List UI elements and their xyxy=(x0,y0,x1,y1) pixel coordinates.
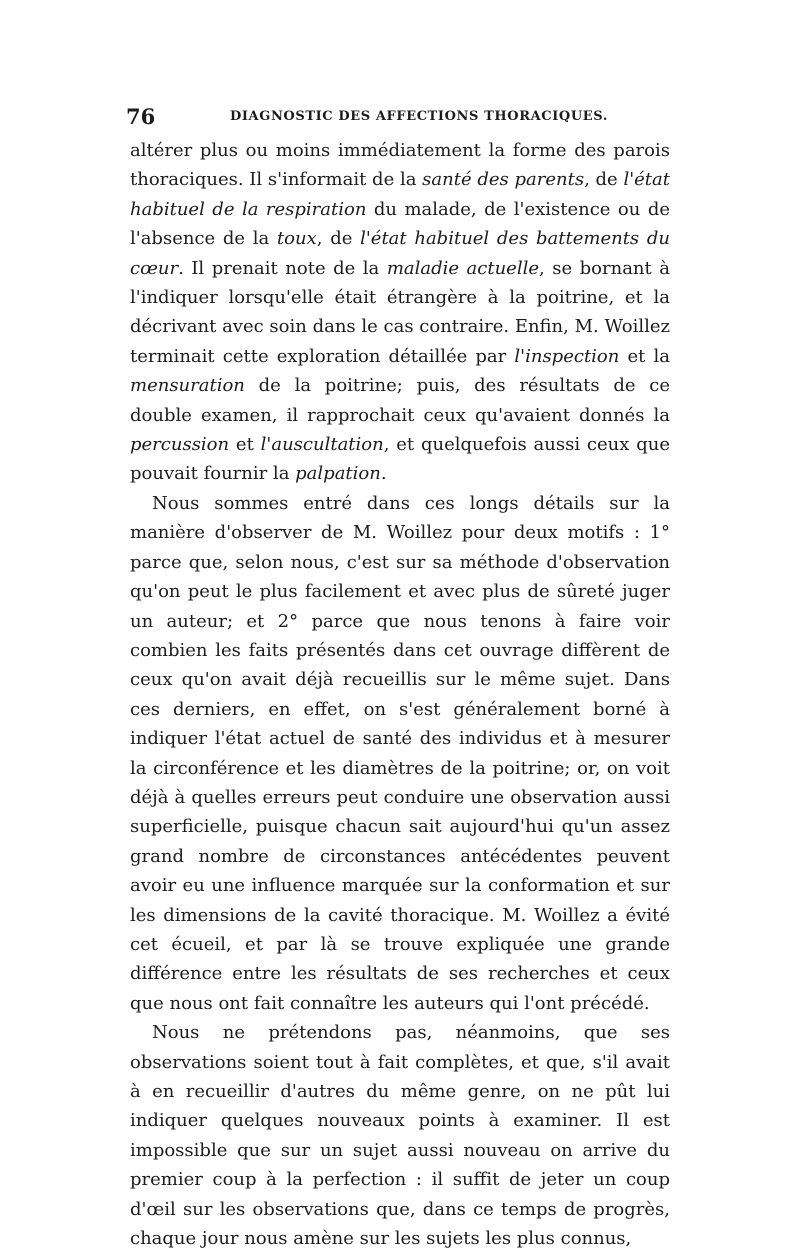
italic-term: l'état habituel de la respiration xyxy=(130,169,670,220)
italic-term: palpation xyxy=(295,463,381,485)
text-run: . xyxy=(380,463,387,485)
text-run: , de xyxy=(584,169,624,191)
text-run: de la poitrine; puis, des résultats de ce double examen, il rapprochait ceux qu'avaient donnés la xyxy=(130,375,670,426)
text-run: et la xyxy=(619,345,670,367)
text-run: , et quelquefois aussi ceux que pouvait fournir la xyxy=(130,434,670,485)
italic-term: mensuration xyxy=(130,375,245,397)
text-run: , se bornant à l'indiquer lorsqu'elle était étrangère à la poitrine, et la décrivant avec soin dans le cas contraire. Enfin, M. Woillez terminait cette exploration détaillée par xyxy=(130,257,670,367)
text-run: Nous ne prétendons pas, néanmoins, que ses observations soient tout à fait complètes, et que, s'il avait à en recueillir d'autres du même genre, on ne pût lui indiquer quelques nouveaux points à examiner. Il est impossible que sur un sujet aussi nouveau on arrive du premier coup à la perfection : il suffit de jeter un coup d'œil sur les observations que, dans ce temps de progrès, chaque jour nous amène sur les sujets les plus connus, xyxy=(130,1022,670,1250)
italic-term: percussion xyxy=(130,434,230,456)
page-number: 76 xyxy=(126,104,156,129)
italic-term: toux xyxy=(276,228,317,250)
body-text xyxy=(130,136,670,1253)
italic-term: maladie actuelle xyxy=(386,257,539,279)
paragraph-2 xyxy=(130,489,670,1018)
italic-term: santé des parents xyxy=(422,169,585,191)
italic-term: l'état habituel des battements du cœur xyxy=(130,228,670,279)
italic-term: l'inspection xyxy=(514,345,620,367)
paragraph-1 xyxy=(130,136,670,489)
paragraph-3 xyxy=(130,1018,670,1253)
text-run: , de xyxy=(316,228,361,250)
italic-term: l'auscultation xyxy=(260,434,384,456)
text-run: altérer plus ou moins immédiatement la forme des parois thoraciques. Il s'informait de la xyxy=(130,140,670,191)
text-run: du malade, de l'existence ou de l'absence de la xyxy=(130,198,670,250)
book-page xyxy=(126,100,670,1253)
text-run: Nous sommes entré dans ces longs détails sur la manière d'observer de M. Woillez pour deux motifs : 1° parce que, selon nous, c'est sur sa méthode d'observation qu'on peut le plus facilement et avec plus de sûreté juger un auteur; et 2° parce que nous tenons à faire voir combien les faits présentés dans cet ouvrage diffèrent de ceux qu'on avait déjà recueillis sur le même sujet. Dans ces derniers, en effet, on s'est généralement borné à indiquer l'état actuel de santé des individus et à mesurer la circonférence et les diamètres de la poitrine; or, on voit déjà à quelles erreurs peut conduire une observation aussi superficielle, puisque chacun sait aujourd'hui qu'un assez grand nombre de circonstances antécédentes peuvent avoir eu une influence marquée sur la conformation et sur les dimensions de la cavité thoracique. M. Woillez a évité cet écueil, et par là se trouve expliquée une grande différence entre les résultats de ses recherches et ceux que nous ont fait connaître les auteurs qui l'ont précédé. xyxy=(130,492,670,1014)
text-run: . Il prenait note de la xyxy=(178,257,387,279)
text-run: et xyxy=(229,434,261,456)
page-header xyxy=(126,100,670,130)
running-title: DIAGNOSTIC DES AFFECTIONS THORACIQUES. xyxy=(230,109,608,124)
